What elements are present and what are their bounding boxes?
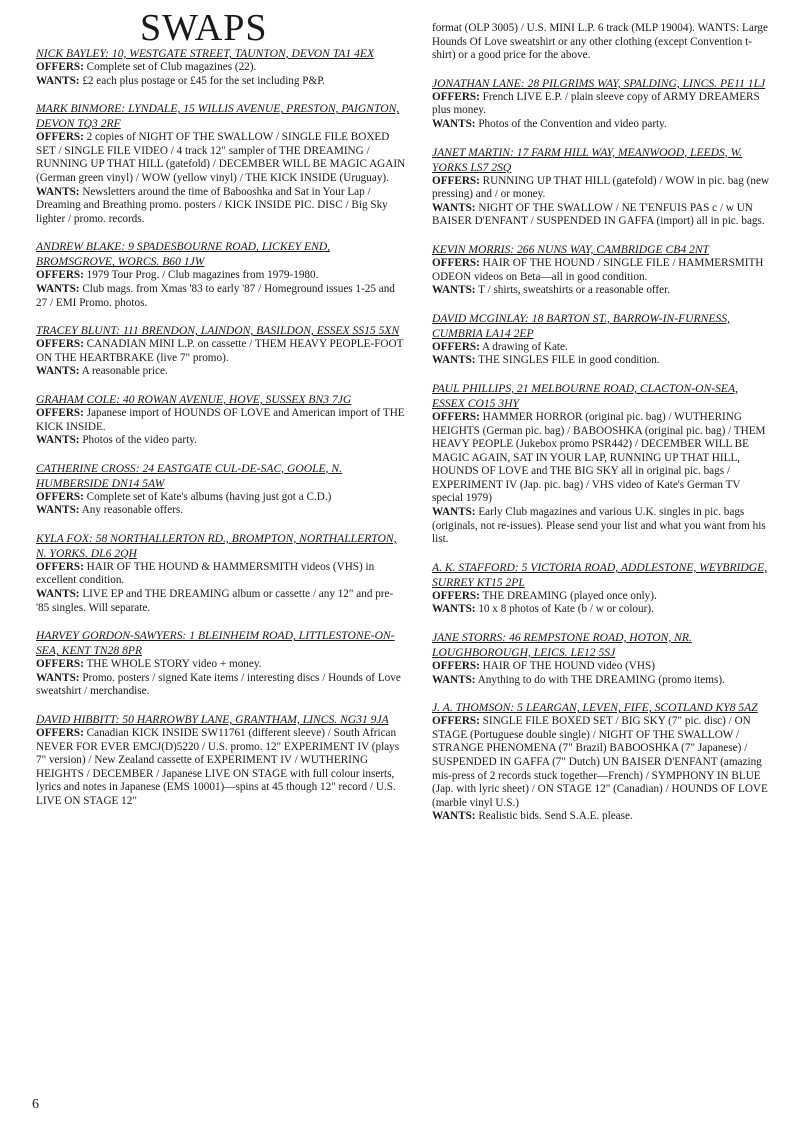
wants-text: Anything to do with THE DREAMING (promo items). bbox=[477, 673, 725, 686]
wants-label: WANTS: bbox=[697, 22, 740, 34]
wants-text: THE SINGLES FILE in good condition. bbox=[478, 354, 660, 367]
entry-offers bbox=[36, 269, 406, 283]
wants-text: A reasonable price. bbox=[81, 365, 168, 378]
wants-label: WANTS: bbox=[432, 117, 476, 130]
wants-label: WANTS: bbox=[36, 504, 80, 517]
offers-label: OFFERS: bbox=[36, 338, 84, 351]
wants-text: NIGHT OF THE SWALLOW / NE T'ENFUIS PAS c / w UN BAISER D'ENFANT / SUSPENDED IN GAFFA (import) all in pic. bags. bbox=[432, 201, 765, 228]
entry-wants bbox=[36, 434, 406, 448]
swap-entry bbox=[36, 101, 406, 226]
wants-label: WANTS: bbox=[36, 282, 80, 295]
swap-entry bbox=[432, 242, 772, 298]
swap-entry bbox=[432, 145, 772, 229]
right-column bbox=[432, 22, 772, 837]
offers-label: OFFERS: bbox=[432, 90, 480, 103]
entry-address: GRAHAM COLE: 40 ROWAN AVENUE, HOVE, SUSSEX BN3 7JG bbox=[36, 392, 352, 406]
entry-address: DAVID MCGINLAY: 18 BARTON ST., BARROW-IN-FURNESS, CUMBRIA LA14 2EP bbox=[432, 311, 730, 340]
wants-text: Photos of the Convention and video party. bbox=[478, 117, 667, 130]
wants-text: Any reasonable offers. bbox=[81, 504, 184, 517]
offers-label: OFFERS: bbox=[432, 256, 480, 269]
entry-address: CATHERINE CROSS: 24 EASTGATE CUL-DE-SAC, GOOLE, N. HUMBERSIDE DN14 5AW bbox=[36, 461, 343, 490]
entry-offers bbox=[36, 727, 406, 809]
offers-text: Complete set of Club magazines (22). bbox=[86, 61, 257, 73]
offers-text: THE DREAMING (played once only). bbox=[482, 589, 657, 602]
offers-label: OFFERS: bbox=[36, 727, 84, 740]
wants-label: WANTS: bbox=[432, 603, 476, 616]
continuation-block bbox=[432, 22, 772, 63]
offers-text: HAIR OF THE HOUND video (VHS) bbox=[482, 660, 655, 673]
wants-text: T / shirts, sweatshirts or a reasonable offer. bbox=[478, 284, 671, 297]
offers-text: HAIR OF THE HOUND / SINGLE FILE / HAMMERSMITH ODEON videos on Beta—all in good condition. bbox=[432, 256, 764, 283]
offers-label: OFFERS: bbox=[36, 490, 84, 503]
swap-entry bbox=[432, 560, 772, 617]
swap-entry bbox=[36, 712, 406, 809]
wants-text: Early Club magazines and various U.K. singles in pic. bags (originals, not re-issues). Please send your list and what you want from his list. bbox=[432, 506, 766, 546]
entry-wants bbox=[432, 674, 772, 688]
offers-label: OFFERS: bbox=[432, 174, 480, 187]
swap-entry bbox=[432, 381, 772, 547]
entry-wants bbox=[432, 354, 772, 368]
entry-offers bbox=[432, 175, 772, 202]
entry-wants bbox=[432, 118, 772, 132]
offers-label: OFFERS: bbox=[432, 715, 480, 728]
entry-address: MARK BINMORE: LYNDALE, 15 WILLIS AVENUE, PRESTON, PAIGNTON, DEVON TQ3 2RF bbox=[36, 102, 400, 131]
wants-label: WANTS: bbox=[432, 810, 476, 823]
entry-wants bbox=[432, 810, 772, 824]
entry-wants bbox=[36, 504, 406, 518]
wants-text: Newsletters around the time of Babooshka and Sat in Your Lap / Dreaming and Breathing promo. posters / KICK INSIDE PIC. DISC / Big Sky lighter / promo. records. bbox=[36, 185, 388, 225]
entry-address: PAUL PHILLIPS, 21 MELBOURNE ROAD, CLACTON-ON-SEA, ESSEX CO15 3HY bbox=[432, 381, 738, 410]
offers-text: THE WHOLE STORY video + money. bbox=[86, 658, 262, 671]
entry-wants bbox=[36, 186, 406, 227]
entry-offers bbox=[36, 338, 406, 365]
entry-address: JANE STORRS: 46 REMPSTONE ROAD, HOTON, NR. LOUGHBOROUGH, LEICS. LE12 5SJ bbox=[432, 631, 692, 660]
swap-entry bbox=[36, 628, 406, 699]
wants-label: WANTS: bbox=[36, 74, 80, 87]
offers-label: OFFERS: bbox=[432, 340, 480, 353]
wants-text: £2 each plus postage or £45 for the set including P&P. bbox=[82, 74, 325, 87]
entry-address: JANET MARTIN: 17 FARM HILL WAY, MEANWOOD, LEEDS, W. YORKS LS7 2SQ bbox=[432, 145, 743, 174]
entry-offers bbox=[36, 561, 406, 588]
offers-text: 2 copies of NIGHT OF THE SWALLOW / SINGLE FILE BOXED SET / SINGLE FILE VIDEO / 4 track 12" sampler of THE DREAMING / RUNNING UP THAT HILL (gatefold) / DECEMBER WILL BE MAGIC AGAIN (German green vinyl) / WOW (yellow vinyl) / THE KICK INSIDE (Uruguay). bbox=[36, 131, 406, 184]
entry-offers bbox=[432, 715, 772, 810]
wants-label: WANTS: bbox=[432, 673, 476, 686]
page-number: 6 bbox=[32, 1097, 39, 1112]
entry-offers bbox=[36, 407, 406, 434]
wants-label: WANTS: bbox=[36, 588, 80, 601]
swap-entry bbox=[432, 700, 772, 824]
entry-offers bbox=[432, 257, 772, 284]
offers-text: 1979 Tour Prog. / Club magazines from 1979-1980. bbox=[86, 269, 319, 282]
offers-label: OFFERS: bbox=[432, 660, 480, 673]
entry-wants bbox=[432, 284, 772, 298]
wants-label: WANTS: bbox=[432, 201, 476, 214]
entry-offers bbox=[36, 131, 406, 185]
offers-label: OFFERS: bbox=[36, 269, 84, 282]
offers-text: French LIVE E.P. / plain sleeve copy of ARMY DREAMERS plus money. bbox=[432, 90, 760, 117]
offers-text: CANADIAN MINI L.P. on cassette / THEM HEAVY PEOPLE-FOOT ON THE HEARTBRAKE (live 7" promo). bbox=[36, 338, 404, 364]
entry-offers bbox=[432, 91, 772, 118]
wants-label: WANTS: bbox=[36, 185, 80, 198]
offers-text: A drawing of Kate. bbox=[482, 340, 568, 353]
wants-text: Large Hounds Of Love sweatshirt or any other clothing (except Convention t-shirt) or a good price for the above. bbox=[432, 22, 768, 62]
swap-entry bbox=[432, 76, 772, 132]
wants-text: Promo. posters / signed Kate items / interesting discs / Hounds of Love sweatshirt / merchandise. bbox=[36, 671, 401, 698]
wants-label: WANTS: bbox=[36, 671, 80, 684]
offers-text: HAMMER HORROR (original pic. bag) / WUTHERING HEIGHTS (German pic. bag) / BABOOSHKA (original pic. bag) / THEM HEAVY PEOPLE (Jukebox promo PSR442) / DECEMBER WILL BE MAGIC AGAIN, SAT IN YOUR LAP, RUNNING UP THAT HILL, HOUNDS OF LOVE and THE BIG SKY all in original pic. bags / EXPERIMENT IV (Jap. pic. bag) / VHS video of Kate's German TV special 1979) bbox=[432, 410, 766, 505]
continuation-text: format (OLP 3005) / U.S. MINI L.P. 6 track (MLP 19004). bbox=[432, 22, 695, 34]
entry-offers bbox=[36, 61, 406, 75]
wants-text: LIVE EP and THE DREAMING album or cassette / any 12" and pre-'85 singles. Will separate. bbox=[36, 588, 394, 614]
wants-label: WANTS: bbox=[432, 354, 476, 367]
entry-address: HARVEY GORDON-SAWYERS: 1 BLEINHEIM ROAD, LITTLESTONE-ON-SEA, KENT TN28 8PR bbox=[36, 629, 395, 658]
offers-text: Japanese import of HOUNDS OF LOVE and American import of THE KICK INSIDE. bbox=[36, 406, 405, 433]
swap-entry bbox=[432, 311, 772, 368]
offers-text: SINGLE FILE BOXED SET / BIG SKY (7" pic. disc) / ON STAGE (Portuguese double single) / NIGHT OF THE SWALLOW / STRANGE PHENOMENA (7" Brazil) BABOOSHKA (7" Japanese) / SUSPENDED IN GAFFA (7" Dutch) UN BAISER D'ENFANT (amazing mis-press of 2 records stuck together—French) / SYMPHONY IN BLUE (Jap. with lyric sheet) / ON STAGE 12" (Canadian) / HOUNDS OF LOVE (marble vinyl U.S.) bbox=[432, 715, 768, 809]
entry-wants bbox=[36, 283, 406, 310]
entry-wants bbox=[36, 365, 406, 379]
wants-text: Photos of the video party. bbox=[82, 434, 197, 447]
entry-offers bbox=[432, 590, 772, 604]
wants-label: WANTS: bbox=[36, 434, 80, 447]
entry-address: JONATHAN LANE: 28 PILGRIMS WAY, SPALDING, LINCS. PE11 1LJ bbox=[432, 76, 766, 90]
swap-entry bbox=[36, 531, 406, 615]
offers-text: RUNNING UP THAT HILL (gatefold) / WOW in pic. bag (new pressing) and / or money. bbox=[432, 174, 770, 201]
offers-label: OFFERS: bbox=[36, 406, 84, 419]
entry-offers bbox=[432, 411, 772, 506]
entry-address: A. K. STAFFORD: 5 VICTORIA ROAD, ADDLESTONE, WEYBRIDGE, SURREY KT15 2PL bbox=[432, 560, 768, 589]
swap-entry bbox=[36, 392, 406, 448]
entry-offers bbox=[36, 658, 406, 672]
entry-wants bbox=[432, 506, 772, 547]
offers-label: OFFERS: bbox=[36, 658, 84, 671]
offers-text: Canadian KICK INSIDE SW11761 (different sleeve) / South African NEVER FOR EVER EMCJ(D)5220 / U.S. promo. 12" EXPERIMENT IV (plays 7" version) / New Zealand cassette of EXPERIMENT IV / WUTHERING HEIGHTS / DECEMBER / Japanese LIVE ON STAGE with full colour inserts, lyrics and notes in Japanese (EMS 10001)—spins at 45 though 12" record / U.S. LIVE ON STAGE 12" bbox=[36, 727, 400, 807]
wants-label: WANTS: bbox=[432, 284, 476, 297]
swap-entry bbox=[36, 46, 406, 88]
wants-label: WANTS: bbox=[432, 506, 476, 519]
entry-wants bbox=[432, 202, 772, 229]
entry-address: KEVIN MORRIS: 266 NUNS WAY, CAMBRIDGE CB4 2NT bbox=[432, 242, 710, 256]
entry-address: DAVID HIBBITT: 50 HARROWBY LANE, GRANTHAM, LINCS. NG31 9JA bbox=[36, 713, 389, 727]
entry-offers bbox=[432, 660, 772, 674]
offers-label: OFFERS: bbox=[36, 61, 84, 73]
offers-label: OFFERS: bbox=[432, 589, 480, 602]
swap-entry bbox=[432, 630, 772, 687]
entry-wants bbox=[36, 672, 406, 699]
offers-label: OFFERS: bbox=[432, 410, 480, 423]
offers-label: OFFERS: bbox=[36, 131, 84, 144]
swap-entry bbox=[36, 239, 406, 310]
entry-address: TRACEY BLUNT: 111 BRENDON, LAINDON, BASILDON, ESSEX SS15 5XN bbox=[36, 324, 400, 338]
offers-text: HAIR OF THE HOUND & HAMMERSMITH videos (VHS) in excellent condition. bbox=[36, 560, 375, 587]
swap-entry bbox=[36, 461, 406, 518]
wants-text: Realistic bids. Send S.A.E. please. bbox=[478, 810, 633, 823]
swap-entry bbox=[36, 323, 406, 379]
page-title: SWAPS bbox=[140, 7, 268, 49]
entry-wants bbox=[36, 75, 406, 89]
entry-address: NICK BAYLEY: 10, WESTGATE STREET, TAUNTON, DEVON TA1 4EX bbox=[36, 47, 375, 60]
entry-wants bbox=[432, 603, 772, 617]
entry-address: ANDREW BLAKE: 9 SPADESBOURNE ROAD, LICKEY END, BROMSGROVE, WORCS. B60 1JW bbox=[36, 240, 331, 269]
entry-wants bbox=[36, 588, 406, 615]
entry-offers bbox=[432, 341, 772, 355]
entry-offers bbox=[36, 491, 406, 505]
offers-label: OFFERS: bbox=[36, 560, 84, 573]
entry-address: KYLA FOX: 58 NORTHALLERTON RD., BROMPTON, NORTHALLERTON, N. YORKS. DL6 2QH bbox=[36, 531, 397, 560]
wants-text: 10 x 8 photos of Kate (b / w or colour). bbox=[478, 603, 654, 616]
offers-text: Complete set of Kate's albums (having just got a C.D.) bbox=[86, 490, 332, 503]
wants-label: WANTS: bbox=[36, 365, 80, 378]
wants-text: Club mags. from Xmas '83 to early '87 / Homeground issues 1-25 and 27 / EMI Promo. photos. bbox=[36, 282, 395, 309]
entry-address: J. A. THOMSON: 5 LEARGAN, LEVEN, FIFE, SCOTLAND KY8 5AZ bbox=[432, 701, 758, 715]
left-column bbox=[36, 46, 406, 822]
